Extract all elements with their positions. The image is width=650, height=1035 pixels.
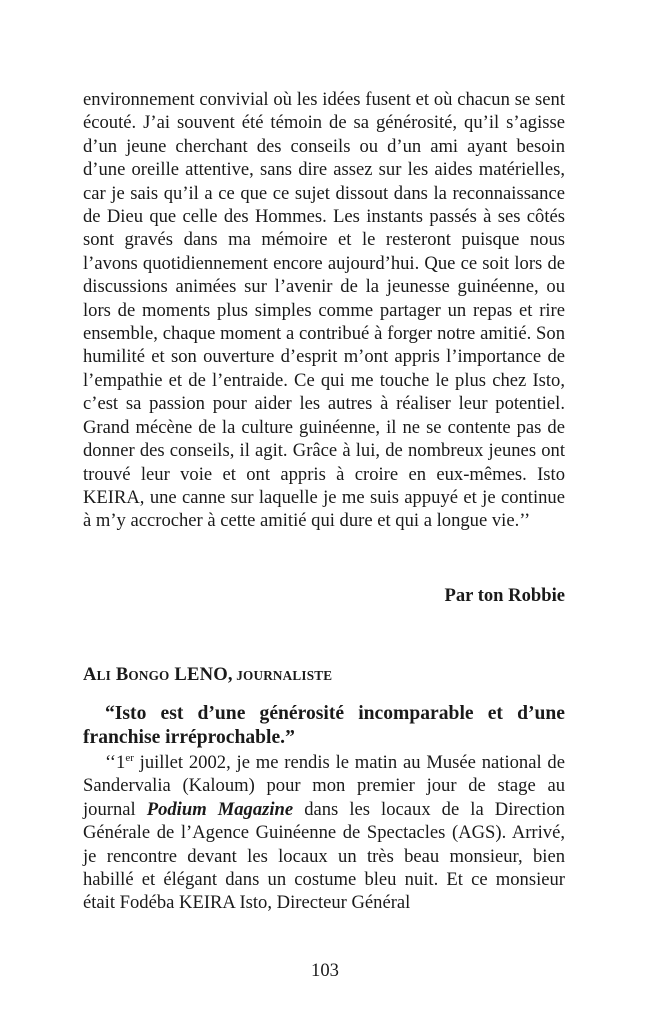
quote-open: ‘‘1 bbox=[105, 752, 126, 773]
body-paragraph: environnement convivial où les idées fusent et où chacun se sent écouté. J’ai souvent été témoin de sa générosité, qu’il s’agisse d’un jeune cherchant des conseils ou d’un ami ayant besoin d’une oreille attentive, sans dire assez sur les aides matérielles, car je sais qu’il a ce que ce sujet dissout dans la reconnaissance de Dieu que celle des Hommes. Les instants passés à ses côtés sont gravés dans ma mémoire et le resteront puisque nous l’avons quotidiennement encore aujourd’hui. Que ce soit lors de discussions animées sur l’avenir de la jeunesse guinéenne, ou lors de moments plus simples comme partager un repas et rire ensemble, chaque moment a contribué à forger notre amitié. Son humilité et son ouverture d’esprit m’ont appris l’importance de l’empathie et de l’entraide. Ce qui me touche le plus chez Isto, c’est sa passion pour aider les autres à réaliser leur potentiel. Grand mécène de la culture guinéenne, il ne se contente pas de donner des conseils, il agit. Grâce à lui, de nombreux jeunes ont trouvé leur voie et ont appris à croire en eux-mêmes. Isto KEIRA, une canne sur laquelle je me suis appuyé et je continue à m’y accrocher à cette amitié qui dure et qui a longue vie.’’ bbox=[83, 89, 565, 532]
body-paragraph-2 bbox=[83, 751, 565, 915]
magazine-title: Podium Magazine bbox=[146, 798, 294, 820]
paragraph-text-2: dans les locaux de la Direction Générale de l’Agence Guinéenne de Spectacles (AGS). Arrivé, je rencontre devant les locaux un très beau monsieur, bien habillé et élégant dans un costume bleu nuit. Et ce monsieur était Fodéba KEIRA Isto, Directeur Général bbox=[83, 798, 565, 914]
heading-role: JOURNALISTE bbox=[232, 668, 333, 683]
heading-smallcaps-li: LI bbox=[96, 668, 111, 683]
heading-initial-a: A bbox=[83, 664, 97, 685]
paragraph-text-1: juillet 2002, je me rendis le matin au Musée national de Sandervalia (Kaloum) pour mon premier jour de stage au journal bbox=[83, 752, 565, 820]
section-heading bbox=[83, 664, 332, 686]
ordinal-superscript: er bbox=[125, 751, 134, 764]
heading-initial-b: B bbox=[110, 664, 129, 685]
heading-surname: LENO, bbox=[169, 664, 233, 685]
pull-quote: “Isto est d’une générosité incomparable et d’une franchise irréprochable.” bbox=[83, 703, 565, 748]
heading-smallcaps-ongo: ONGO bbox=[128, 668, 170, 683]
signature: Par ton Robbie bbox=[444, 585, 565, 606]
page-number: 103 bbox=[311, 960, 339, 981]
